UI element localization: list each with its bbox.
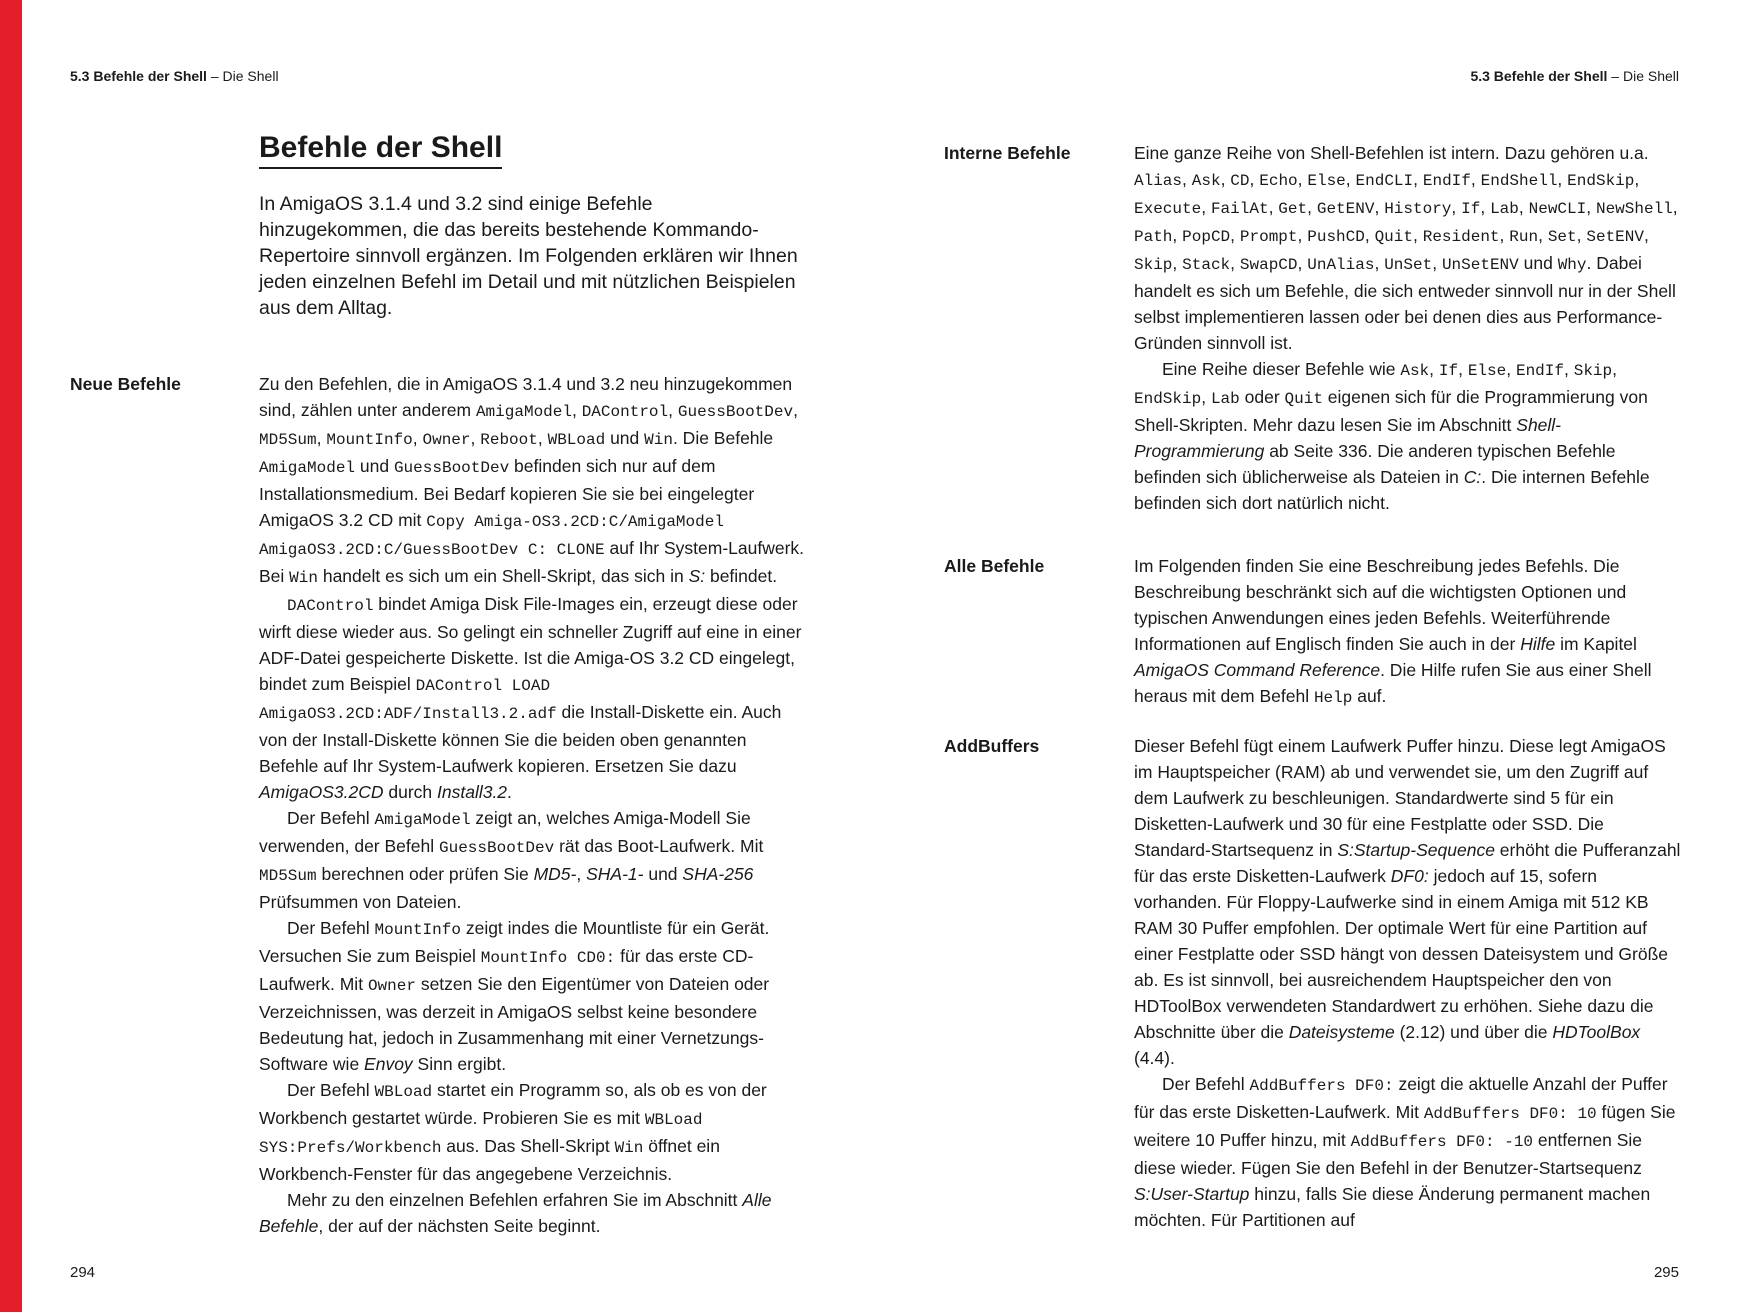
- side-label-alle-befehle: Alle Befehle: [944, 556, 1045, 576]
- addbuffers-text: Dieser Befehl fügt einem Laufwerk Puffer hinzu. Diese legt AmigaOS im Hauptspeicher (RAM) ab und verwendet sie, um den Zugriff auf dem Laufwerk zu beschleunigen. Standardwerte sind 5 für ein Disketten-Laufwerk und 30 für eine Festplatte oder SSD. Die Standard-Startsequenz in S:Startup-Sequence erhöht die Pufferanzahl für das erste Disketten-Laufwerk DF0: jedoch auf 15, sofern vorhanden. Für Floppy-Laufwerke sind in einem Amiga mit 512 KB RAM 30 Puffer empfohlen. Der optimale Wert für eine Partition auf einer Festplatte oder SSD hängt von dessen Dateisystem und Größe ab. Es ist sinnvoll, bei ausreichendem Hauptspeicher den von HDToolBox verwendeten Standardwert zu erhöhen. Siehe dazu die Abschnitte über die Dateisysteme (2.12) und über die HDToolBox (4.4). Der Befehl AddBuffers DF0: zeigt die aktuelle Anzahl der Puffer für das erste Disketten-Laufwerk. Mit AddBuffers DF0: 10 fügen Sie weitere 10 Puffer hinzu, mit AddBuffers DF0: -10 entfernen Sie diese wieder. Fügen Sie den Befehl in der Benutzer-Startsequenz S:User-Startup hinzu, falls Sie diese Änderung permanent machen möchten. Für Partitionen auf: [1134, 736, 1681, 1230]
- neue-befehle-text: Zu den Befehlen, die in AmigaOS 3.1.4 und 3.2 neu hinzugekommen sind, zählen unter anderem AmigaModel, DAControl, GuessBootDev, MD5Sum, MountInfo, Owner, Reboot, WBLoad und Win. Die Befehle AmigaModel und GuessBootDev befinden sich nur auf dem Installationsmedium. Bei Bedarf kopieren Sie sie bei eingelegter AmigaOS 3.2 CD mit Copy Amiga-OS3.2CD:C/AmigaModel AmigaOS3.2CD:C/GuessBootDev C: CLONE auf Ihr System-Laufwerk. Bei Win handelt es sich um ein Shell-Skript, das sich in S: befindet. DAControl bindet Amiga Disk File-Images ein, erzeugt diese oder wirft diese wieder aus. So gelingt ein schneller Zugriff auf eine in einer ADF-Datei gespeicherte Diskette. Ist die Amiga-OS 3.2 CD eingelegt, bindet zum Beispiel DAControl LOAD AmigaOS3.2CD:ADF/Install3.2.adf die Install-Diskette ein. Auch von der Install-Diskette können Sie die beiden oben genannten Befehle auf Ihr System-Laufwerk kopieren. Ersetzen Sie dazu AmigaOS3.2CD durch Install3.2. Der Befehl AmigaModel zeigt an, welches Amiga-Modell Sie verwenden, der Befehl GuessBootDev rät das Boot-Laufwerk. Mit MD5Sum berechnen oder prüfen Sie MD5-, SHA-1- und SHA-256 Prüfsummen von Dateien. Der Befehl MountInfo zeigt indes die Mountliste für ein Gerät. Versuchen Sie zum Beispiel MountInfo CD0: für das erste CD-Laufwerk. Mit Owner setzen Sie den Eigentümer von Dateien oder Verzeichnissen, was derzeit in AmigaOS selbst keine besondere Bedeutung hat, jedoch in Zusammenhang mit einer Vernetzungs-Software wie Envoy Sinn ergibt. Der Befehl WBLoad startet ein Programm so, als ob es von der Workbench gestartet würde. Probieren Sie es mit WBLoad SYS:Prefs/Workbench aus. Das Shell-Skript Win öffnet ein Workbench-Fenster für das angegebene Verzeichnis. Mehr zu den einzelnen Befehlen erfahren Sie im Abschnitt Alle Befehle, der auf der nächsten Seite beginnt.: [259, 374, 805, 1236]
- running-head-right: 5.3 Befehle der Shell – Die Shell: [1470, 68, 1679, 84]
- side-label-interne-befehle: Interne Befehle: [944, 143, 1071, 163]
- intro-paragraph: In AmigaOS 3.1.4 und 3.2 sind einige Befehle hinzugekommen, die das bereits bestehende Kommando-Repertoire sinnvoll ergänzen. Im Folgenden erklären wir Ihnen jeden einzelnen Befehl im Detail und mit nützlichen Beispielen aus dem Alltag.: [259, 193, 798, 319]
- page-title: Befehle der Shell: [259, 130, 502, 169]
- side-label-addbuffers: AddBuffers: [944, 736, 1040, 756]
- running-head-left: 5.3 Befehle der Shell – Die Shell: [70, 68, 279, 84]
- page-number-left: 294: [70, 1264, 96, 1281]
- interne-befehle-text: Eine ganze Reihe von Shell-Befehlen ist intern. Dazu gehören u.a. Alias, Ask, CD, Echo, Else, EndCLI, EndIf, EndShell, EndSkip, Execute, FailAt, Get, GetENV, History, If, Lab, NewCLI, NewShell, Path, PopCD, Prompt, PushCD, Quit, Resident, Run, Set, SetENV, Skip, Stack, SwapCD, UnAlias, UnSet, UnSetENV und Why. Dabei handelt es sich um Befehle, die sich entweder sinnvoll nur in der Shell selbst implementieren lassen oder bei denen dies aus Performance-Gründen sinnvoll ist. Eine Reihe dieser Befehle wie Ask, If, Else, EndIf, Skip, EndSkip, Lab oder Quit eigenen sich für die Programmierung von Shell-Skripten. Mehr dazu lesen Sie im Abschnitt Shell-Programmierung ab Seite 336. Die anderen typischen Befehle befinden sich üblicherweise als Dateien in C:. Die internen Befehle befinden sich dort natürlich nicht.: [1134, 143, 1678, 513]
- side-label-neue-befehle: Neue Befehle: [70, 374, 181, 394]
- red-edge-bar: [0, 0, 22, 1312]
- alle-befehle-text: Im Folgenden finden Sie eine Beschreibung jedes Befehls. Die Beschreibung beschränkt sich auf die wichtigsten Optionen und typischen Anwendungen eines jeden Befehls. Weiterführende Informationen auf Englisch finden Sie auch in der Hilfe im Kapitel AmigaOS Command Reference. Die Hilfe rufen Sie aus einer Shell heraus mit dem Befehl Help auf.: [1134, 556, 1652, 707]
- page-number-right: 295: [1653, 1264, 1679, 1281]
